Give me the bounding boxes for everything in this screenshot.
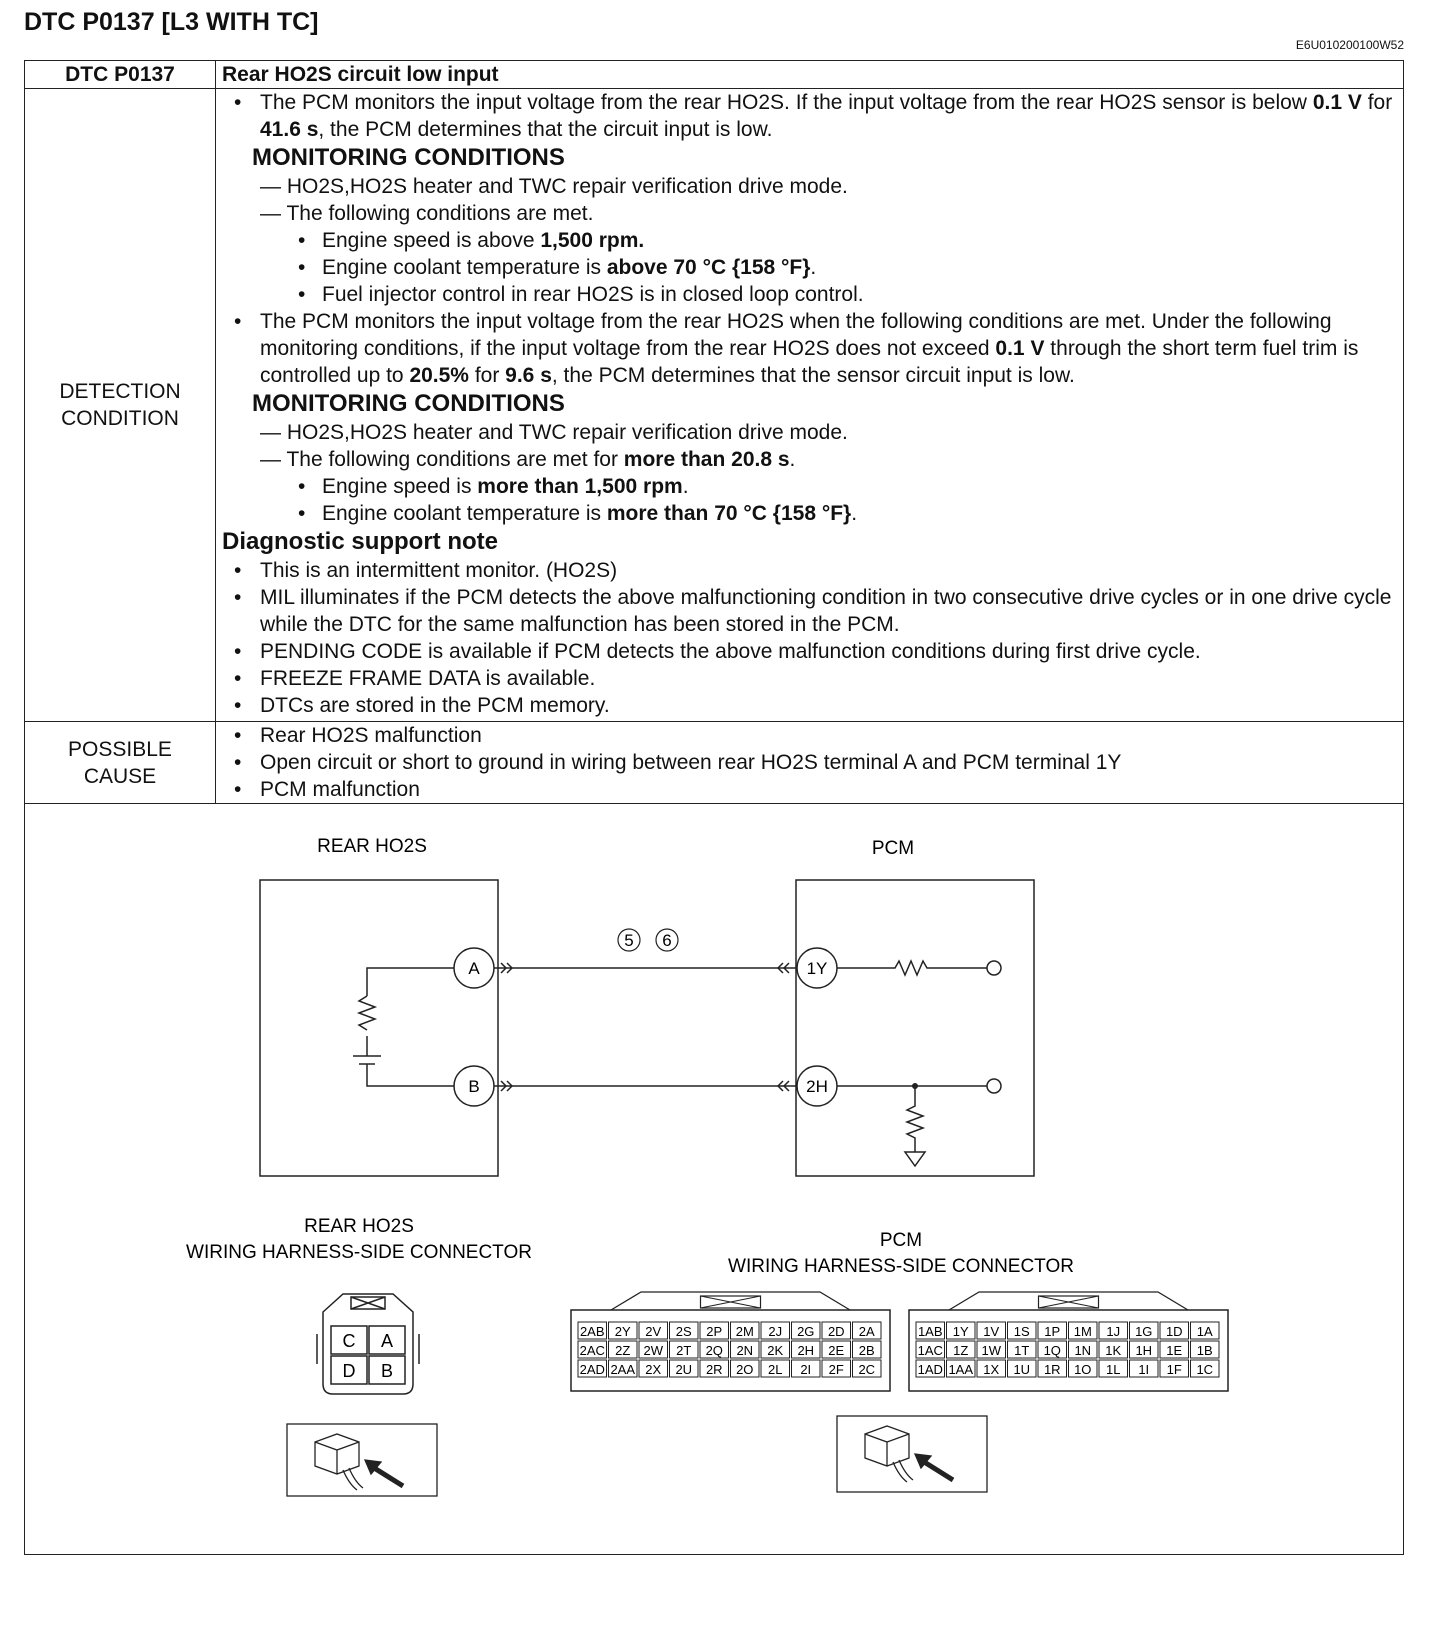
pcm-pin-label: 2AC [579, 1343, 605, 1358]
pcm-pin-label: 1E [1166, 1343, 1183, 1358]
pcm-pin-label: 1Q [1043, 1343, 1061, 1358]
pcm-pin-label: 2M [735, 1324, 754, 1339]
bullet-item: • The PCM monitors the input voltage from the rear HO2S. If the input voltage from the rear HO2S sensor is below 0.1 V for 41.6 s, the PCM determines that the circuit input is low. [222, 89, 1397, 143]
detection-condition-row [25, 89, 1404, 722]
junction-dot [912, 1083, 918, 1089]
pcm-pin-label: 2Q [705, 1343, 723, 1358]
pcm-pin-label: 1D [1165, 1324, 1183, 1339]
pcm-connector-left [571, 1292, 890, 1391]
cause-item: • Rear HO2S malfunction [222, 722, 1397, 749]
pcm-pin-label: 1K [1105, 1343, 1122, 1358]
dash-item: — HO2S,HO2S heater and TWC repair verification drive mode. [260, 175, 848, 198]
rear-ho2s-connector [317, 1294, 419, 1394]
pcm-pin-label: 2G [797, 1324, 815, 1339]
dash-item: — The following conditions are met. [260, 202, 594, 225]
pcm-connector-caption-2: WIRING HARNESS-SIDE CONNECTOR [728, 1256, 1074, 1277]
rear-pin-label: C [342, 1331, 356, 1351]
pcm-pin-label: 1AB [917, 1324, 943, 1339]
pcm-pin-label: 1H [1135, 1343, 1153, 1358]
bullet-item: • The PCM monitors the input voltage from the rear HO2S when the following conditions are met. Under the following monitoring conditions, if the input voltage from the rear HO2S does not exceed 0.1 V through the short term fuel trim is controlled up to 20.5% for 9.6 s, the PCM determines that the sensor circuit input is low. [222, 308, 1397, 389]
pcm-pin-label: 2Y [614, 1324, 631, 1339]
pcm-pin-label: 2R [705, 1362, 723, 1377]
rear-pin-label: D [342, 1361, 356, 1381]
pcm-pin-label: 2AA [610, 1362, 636, 1377]
pcm-pin-label: 1Y [952, 1324, 969, 1339]
diagnostic-support-note-heading: Diagnostic support note [222, 528, 498, 555]
pcm-pin-label: 2X [645, 1362, 662, 1377]
monitoring-conditions-heading: MONITORING CONDITIONS [252, 390, 565, 417]
detection-condition-label: DETECTION CONDITION [25, 89, 216, 722]
pcm-pin-label: 1W [981, 1343, 1001, 1358]
pcm-pin-label: 1X [983, 1362, 1000, 1377]
pcm-pin-label: 1L [1106, 1362, 1121, 1377]
terminal-2h-label: 2H [806, 1077, 828, 1096]
pcm-pin-label: 1V [983, 1324, 1000, 1339]
cause-item: • Open circuit or short to ground in wiring between rear HO2S terminal A and PCM terminal 1Y [222, 749, 1397, 776]
note-item: • This is an intermittent monitor. (HO2S) [222, 557, 1397, 584]
svg-text:6: 6 [662, 931, 672, 950]
pcm-pin-label: 2P [706, 1324, 723, 1339]
pcm-pin-label: 1AD [917, 1362, 943, 1377]
document-id: E6U010200100W52 [1295, 38, 1404, 52]
dash-item: — The following conditions are met for more than 20.8 s. [260, 448, 796, 471]
pcm-pin-label: 1M [1073, 1324, 1092, 1339]
sub-bullet-item: • Engine speed is more than 1,500 rpm. [222, 473, 1397, 500]
pcm-pin-label: 1N [1074, 1343, 1092, 1358]
rear-pin-label: A [380, 1331, 394, 1351]
cause-item: • PCM malfunction [222, 776, 1397, 803]
dtc-table [24, 60, 1404, 1555]
pcm-connector-caption-1: PCM [879, 1230, 923, 1251]
table-header-row [25, 61, 1404, 89]
detection-condition-content [216, 89, 1404, 722]
wiring-diagram [25, 804, 1403, 1554]
pcm-pin-label: 1AA [948, 1362, 974, 1377]
pcm-input-node-2h [987, 1079, 1001, 1093]
page-title: DTC P0137 [L3 WITH TC] [24, 8, 319, 36]
pcm-pin-label: 1C [1196, 1362, 1214, 1377]
monitoring-conditions-heading: MONITORING CONDITIONS [252, 144, 565, 171]
wiring-diagram-cell [25, 804, 1404, 1555]
possible-cause-row [25, 722, 1404, 804]
pcm-pin-label: 2L [768, 1362, 783, 1377]
pcm-pin-label: 2Z [615, 1343, 631, 1358]
pcm-pin-label: 2C [858, 1362, 876, 1377]
pcm-pin-label: 2F [828, 1362, 844, 1377]
pcm-pin-label: 2AD [579, 1362, 605, 1377]
pcm-pin-label: 1P [1044, 1324, 1061, 1339]
pcm-pin-label: 2A [858, 1324, 875, 1339]
note-item: • MIL illuminates if the PCM detects the above malfunctioning condition in two consecutive drive cycles or in one drive cycle while the DTC for the same malfunction has been stored in the PCM. [222, 584, 1397, 638]
pcm-pin-label: 1O [1074, 1362, 1092, 1377]
rear-ho2s-label: REAR HO2S [317, 836, 427, 857]
pcm-pin-label: 2W [643, 1343, 663, 1358]
pcm-pin-label: 1J [1106, 1324, 1121, 1339]
pcm-pin-label: 1R [1043, 1362, 1061, 1377]
terminal-b-label: B [468, 1077, 480, 1096]
pcm-pin-label: 2D [827, 1324, 845, 1339]
pcm-pin-label: 1G [1135, 1324, 1153, 1339]
pcm-pin-label: 2B [858, 1343, 875, 1358]
rear-pin-label: B [380, 1361, 394, 1381]
sub-bullet-item: • Engine coolant temperature is more than 70 °C {158 °F}. [222, 500, 1397, 527]
pcm-input-node-1y [987, 961, 1001, 975]
pcm-pin-label: 2T [676, 1343, 692, 1358]
dash-item: — HO2S,HO2S heater and TWC repair verification drive mode. [260, 421, 848, 444]
svg-text:5: 5 [624, 931, 634, 950]
dtc-code-cell: DTC P0137 [25, 61, 216, 89]
possible-cause-content [216, 722, 1404, 804]
rear-connector-caption-1: REAR HO2S [304, 1216, 414, 1237]
terminal-1y-label: 1Y [806, 959, 828, 978]
pcm-connector-right [909, 1292, 1228, 1391]
pcm-pin-label: 2H [797, 1343, 815, 1358]
note-item: • PENDING CODE is available if PCM detects the above malfunction conditions during first drive cycle. [222, 638, 1397, 665]
diagram-row [25, 804, 1404, 1555]
sub-bullet-item: • Engine coolant temperature is above 70 °C {158 °F}. [222, 254, 1397, 281]
pcm-pin-label: 1U [1013, 1362, 1031, 1377]
rear-view-direction-icon [287, 1424, 437, 1496]
wire-markers [618, 929, 678, 951]
pcm-pin-label: 2V [645, 1324, 662, 1339]
pcm-pin-label: 2K [767, 1343, 784, 1358]
dtc-description-cell: Rear HO2S circuit low input [216, 61, 1404, 89]
pcm-pin-label: 2O [736, 1362, 754, 1377]
pcm-pin-label: 2E [828, 1343, 845, 1358]
pcm-pin-label: 2N [736, 1343, 754, 1358]
pcm-pin-label: 1Z [953, 1343, 969, 1358]
pcm-pin-label: 1I [1138, 1362, 1150, 1377]
note-item: • FREEZE FRAME DATA is available. [222, 665, 1397, 692]
pcm-pin-label: 2J [768, 1324, 783, 1339]
possible-cause-label: POSSIBLE CAUSE [25, 722, 216, 804]
pcm-pin-label: 1S [1013, 1324, 1030, 1339]
rear-connector-caption-2: WIRING HARNESS-SIDE CONNECTOR [186, 1242, 532, 1263]
sub-bullet-item: • Engine speed is above 1,500 rpm. [222, 227, 1397, 254]
pcm-pin-label: 1F [1166, 1362, 1182, 1377]
pcm-label: PCM [871, 838, 915, 859]
note-item: • DTCs are stored in the PCM memory. [222, 692, 1397, 719]
rear-ho2s-box [260, 880, 498, 1176]
sub-bullet-item: • Fuel injector control in rear HO2S is in closed loop control. [222, 281, 1397, 308]
pcm-pin-label: 2I [800, 1362, 812, 1377]
pcm-view-direction-icon [837, 1416, 987, 1492]
pcm-pin-label: 1AC [917, 1343, 943, 1358]
pcm-pin-label: 1A [1196, 1324, 1213, 1339]
terminal-a-label: A [468, 959, 480, 978]
pcm-pin-label: 1B [1196, 1343, 1213, 1358]
pcm-pin-label: 2U [675, 1362, 693, 1377]
pcm-pin-label: 2S [675, 1324, 692, 1339]
pcm-pin-label: 2AB [579, 1324, 605, 1339]
pcm-pin-label: 1T [1014, 1343, 1030, 1358]
